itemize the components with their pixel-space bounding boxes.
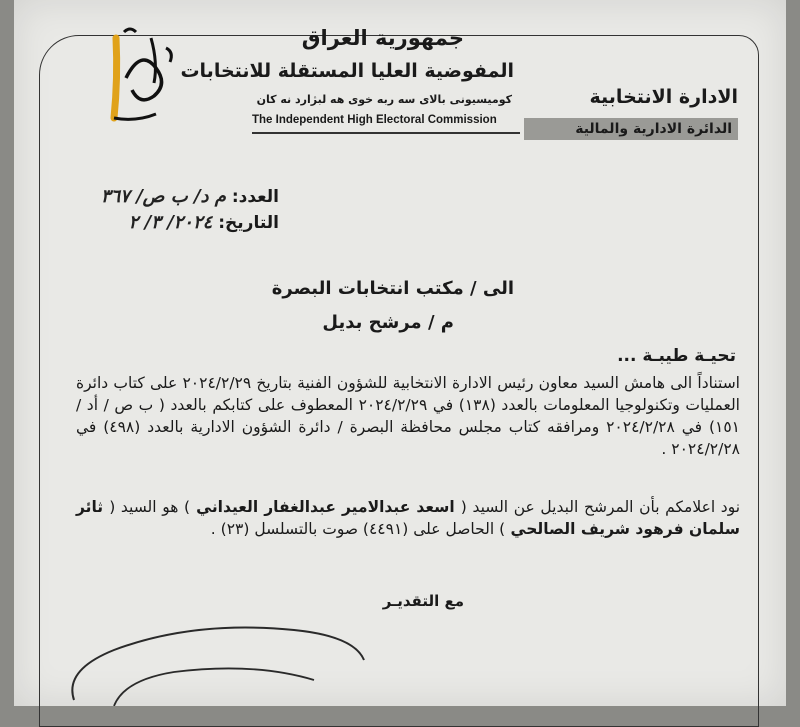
recipient: الى / مكتب انتخابات البصرة: [271, 278, 514, 299]
number-value: م د/ ب ص/ ٣٦٧: [100, 186, 226, 207]
department-main: الادارة الانتخابية: [589, 86, 738, 108]
commission-title-en: The Independent High Electoral Commission: [252, 114, 497, 126]
paragraph2-end: ) الحاصل على (٤٤٩١) صوت بالتسلسل (٢٣) .: [210, 520, 506, 538]
date-row: [54, 212, 279, 233]
paragraph2-middle: ) هو السيد (: [109, 498, 191, 516]
body-paragraph-2: [76, 496, 740, 540]
republic-title: جمهورية العراق: [301, 26, 464, 50]
paragraph2-intro: نود اعلامكم بأن المرشح البديل عن السيد (: [460, 498, 741, 516]
greeting: تحيـة طيبـة ...: [617, 346, 736, 366]
date-label: التاريخ:: [218, 213, 279, 233]
number-row: [54, 186, 279, 207]
number-label: العدد:: [231, 187, 279, 207]
closing: مع التقديـر: [382, 592, 464, 610]
commission-title-ku: كوميسيونى بالاى سه ربه خوى هه لبژارد نه كان: [256, 93, 512, 106]
commission-title-ar: المفوضية العليا المستقلة للانتخابات: [180, 60, 514, 82]
subject: م / مرشح بديل: [322, 312, 454, 333]
date-value: ٢٠٢٤/ ٣/ ٢: [128, 212, 213, 233]
signature-icon: [54, 610, 384, 706]
body-paragraph-1: استناداً الى هامش السيد معاون رئيس الادارة الانتخابية للشؤون الفنية بتاريخ ٢٠٢٤/٢/٢٩ على كتاب دائرة العمليات وتكنولوجيا المعلومات بالعدد (١٣٨) في ٢٠٢٤/٢/٢٩ المعطوف على كتابكم بالعدد ( ب ص / أد / ١٥١) في ٢٠٢٤/٢/٢٨ ومرافقه كتاب مجلس محافظة البصرة / دائرة الشؤون الادارية بالعدد (٤٩٨) في ٢٠٢٤/٢/٢٨ .: [76, 374, 740, 458]
substitute-candidate-name: ثائر سلمان فرهود شريف الصالحي: [76, 498, 740, 538]
document-page: [14, 0, 786, 706]
previous-candidate-name: اسعد عبدالامير عبدالغفار العيداني: [190, 498, 461, 516]
department-sub: الدائرة الادارية والمالية: [524, 118, 738, 140]
header-divider: [252, 132, 520, 134]
